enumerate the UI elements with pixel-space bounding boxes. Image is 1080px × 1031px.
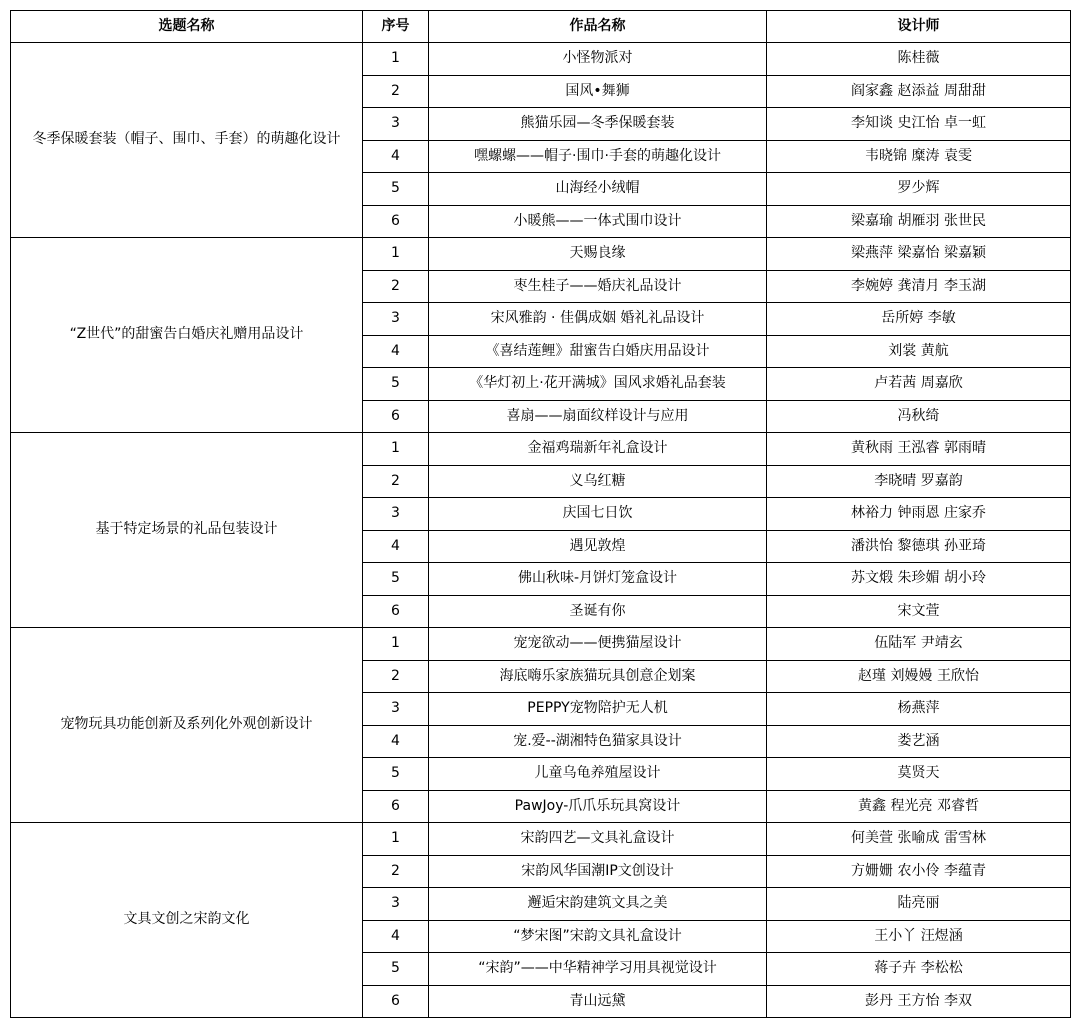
designer-cell: 潘洪怡 黎德琪 孙亚琦 [767,530,1071,563]
designer-cell: 彭丹 王方怡 李双 [767,985,1071,1018]
number-cell: 6 [363,595,429,628]
number-cell: 3 [363,108,429,141]
number-cell: 6 [363,400,429,433]
designer-cell: 阎家鑫 赵添益 周甜甜 [767,75,1071,108]
number-cell: 4 [363,920,429,953]
number-cell: 2 [363,75,429,108]
number-cell: 5 [363,563,429,596]
designer-cell: 杨燕萍 [767,693,1071,726]
table-row [11,43,1071,76]
header-row [11,11,1071,43]
work-name-cell: 青山远黛 [429,985,767,1018]
number-cell: 5 [363,758,429,791]
designer-cell: 梁嘉瑜 胡雁羽 张世民 [767,205,1071,238]
number-cell: 5 [363,368,429,401]
number-cell: 4 [363,725,429,758]
designer-cell: 李知谈 史江怡 卓一虹 [767,108,1071,141]
designer-cell: 刘裳 黄航 [767,335,1071,368]
work-name-cell: 枣生桂子——婚庆礼品设计 [429,270,767,303]
designer-cell: 卢若茜 周嘉欣 [767,368,1071,401]
number-cell: 6 [363,205,429,238]
number-cell: 6 [363,985,429,1018]
work-name-cell: 小怪物派对 [429,43,767,76]
number-cell: 1 [363,823,429,856]
work-name-cell: 佛山秋味-月饼灯笼盒设计 [429,563,767,596]
work-name-cell: 宋韵风华国潮IP文创设计 [429,855,767,888]
number-cell: 4 [363,335,429,368]
work-name-cell: 邂逅宋韵建筑文具之美 [429,888,767,921]
designer-cell: 罗少辉 [767,173,1071,206]
designer-cell: 陆亮丽 [767,888,1071,921]
work-name-cell: 小暖熊——一体式围巾设计 [429,205,767,238]
number-cell: 1 [363,433,429,466]
work-name-cell: 山海经小绒帽 [429,173,767,206]
table-row [11,628,1071,661]
work-name-cell: 喜扇——扇面纹样设计与应用 [429,400,767,433]
designer-cell: 何美萱 张喻成 雷雪林 [767,823,1071,856]
number-cell: 2 [363,465,429,498]
designer-cell: 伍陆军 尹靖玄 [767,628,1071,661]
work-name-cell: 遇见敦煌 [429,530,767,563]
designer-cell: 苏文煅 朱珍媚 胡小玲 [767,563,1071,596]
designer-cell: 王小丫 汪煜涵 [767,920,1071,953]
work-name-cell: 熊猫乐园—冬季保暖套装 [429,108,767,141]
work-name-cell: 《华灯初上·花开满城》国风求婚礼品套装 [429,368,767,401]
designer-cell: 李婉婷 龚清月 李玉湖 [767,270,1071,303]
number-cell: 5 [363,953,429,986]
work-name-cell: “宋韵”——中华精神学习用具视觉设计 [429,953,767,986]
work-name-cell: 儿童乌龟养殖屋设计 [429,758,767,791]
table-row [11,238,1071,271]
designer-cell: 黄鑫 程光亮 邓睿哲 [767,790,1071,823]
header-designer: 设计师 [767,11,1071,43]
work-name-cell: 庆国七日饮 [429,498,767,531]
work-name-cell: 宠.爱--湖湘特色猫家具设计 [429,725,767,758]
number-cell: 4 [363,530,429,563]
number-cell: 2 [363,270,429,303]
topic-cell: 文具文创之宋韵文化 [11,823,363,1018]
designer-cell: 宋文萱 [767,595,1071,628]
header-number: 序号 [363,11,429,43]
work-name-cell: 义乌红糖 [429,465,767,498]
number-cell: 3 [363,498,429,531]
topic-cell: 基于特定场景的礼品包装设计 [11,433,363,628]
number-cell: 1 [363,628,429,661]
work-name-cell: 宋韵四艺—文具礼盒设计 [429,823,767,856]
number-cell: 5 [363,173,429,206]
work-name-cell: 国风•舞狮 [429,75,767,108]
number-cell: 2 [363,855,429,888]
designer-cell: 韦晓锦 糜涛 袁雯 [767,140,1071,173]
work-name-cell: 《喜结莲鲤》甜蜜告白婚庆用品设计 [429,335,767,368]
table-body [11,43,1071,1018]
number-cell: 2 [363,660,429,693]
designer-cell: 李晓晴 罗嘉韵 [767,465,1071,498]
number-cell: 1 [363,238,429,271]
work-name-cell: 圣诞有你 [429,595,767,628]
designer-cell: 莫贤天 [767,758,1071,791]
work-name-cell: PEPPY宠物陪护无人机 [429,693,767,726]
header-topic: 选题名称 [11,11,363,43]
work-name-cell: 金福鸡瑞新年礼盒设计 [429,433,767,466]
designer-cell: 方姗姗 农小伶 李蕴青 [767,855,1071,888]
number-cell: 3 [363,888,429,921]
topic-cell: “Z世代”的甜蜜告白婚庆礼赠用品设计 [11,238,363,433]
topic-cell: 冬季保暖套装（帽子、围巾、手套）的萌趣化设计 [11,43,363,238]
number-cell: 3 [363,693,429,726]
number-cell: 1 [363,43,429,76]
designer-cell: 冯秋绮 [767,400,1071,433]
number-cell: 3 [363,303,429,336]
designer-cell: 林裕力 钟雨恩 庄家乔 [767,498,1071,531]
header-work-name: 作品名称 [429,11,767,43]
designer-cell: 岳所婷 李敏 [767,303,1071,336]
designer-cell: 蒋子卉 李松松 [767,953,1071,986]
table-row [11,433,1071,466]
topic-cell: 宠物玩具功能创新及系列化外观创新设计 [11,628,363,823]
work-name-cell: 嘿螺螺——帽子·围巾·手套的萌趣化设计 [429,140,767,173]
designer-cell: 黄秋雨 王泓睿 郭雨晴 [767,433,1071,466]
designer-cell: 娄艺涵 [767,725,1071,758]
table-row [11,823,1071,856]
number-cell: 6 [363,790,429,823]
work-name-cell: “梦宋图”宋韵文具礼盒设计 [429,920,767,953]
designer-cell: 赵瑾 刘嫚嫚 王欣怡 [767,660,1071,693]
designer-cell: 梁燕萍 梁嘉怡 梁嘉颖 [767,238,1071,271]
work-name-cell: 海底嗨乐家族猫玩具创意企划案 [429,660,767,693]
works-table [10,10,1071,1018]
designer-cell: 陈桂薇 [767,43,1071,76]
number-cell: 4 [363,140,429,173]
work-name-cell: PawJoy-爪爪乐玩具窝设计 [429,790,767,823]
work-name-cell: 天赐良缘 [429,238,767,271]
work-name-cell: 宋风雅韵 · 佳偶成姻 婚礼礼品设计 [429,303,767,336]
work-name-cell: 宠宠欲动——便携猫屋设计 [429,628,767,661]
